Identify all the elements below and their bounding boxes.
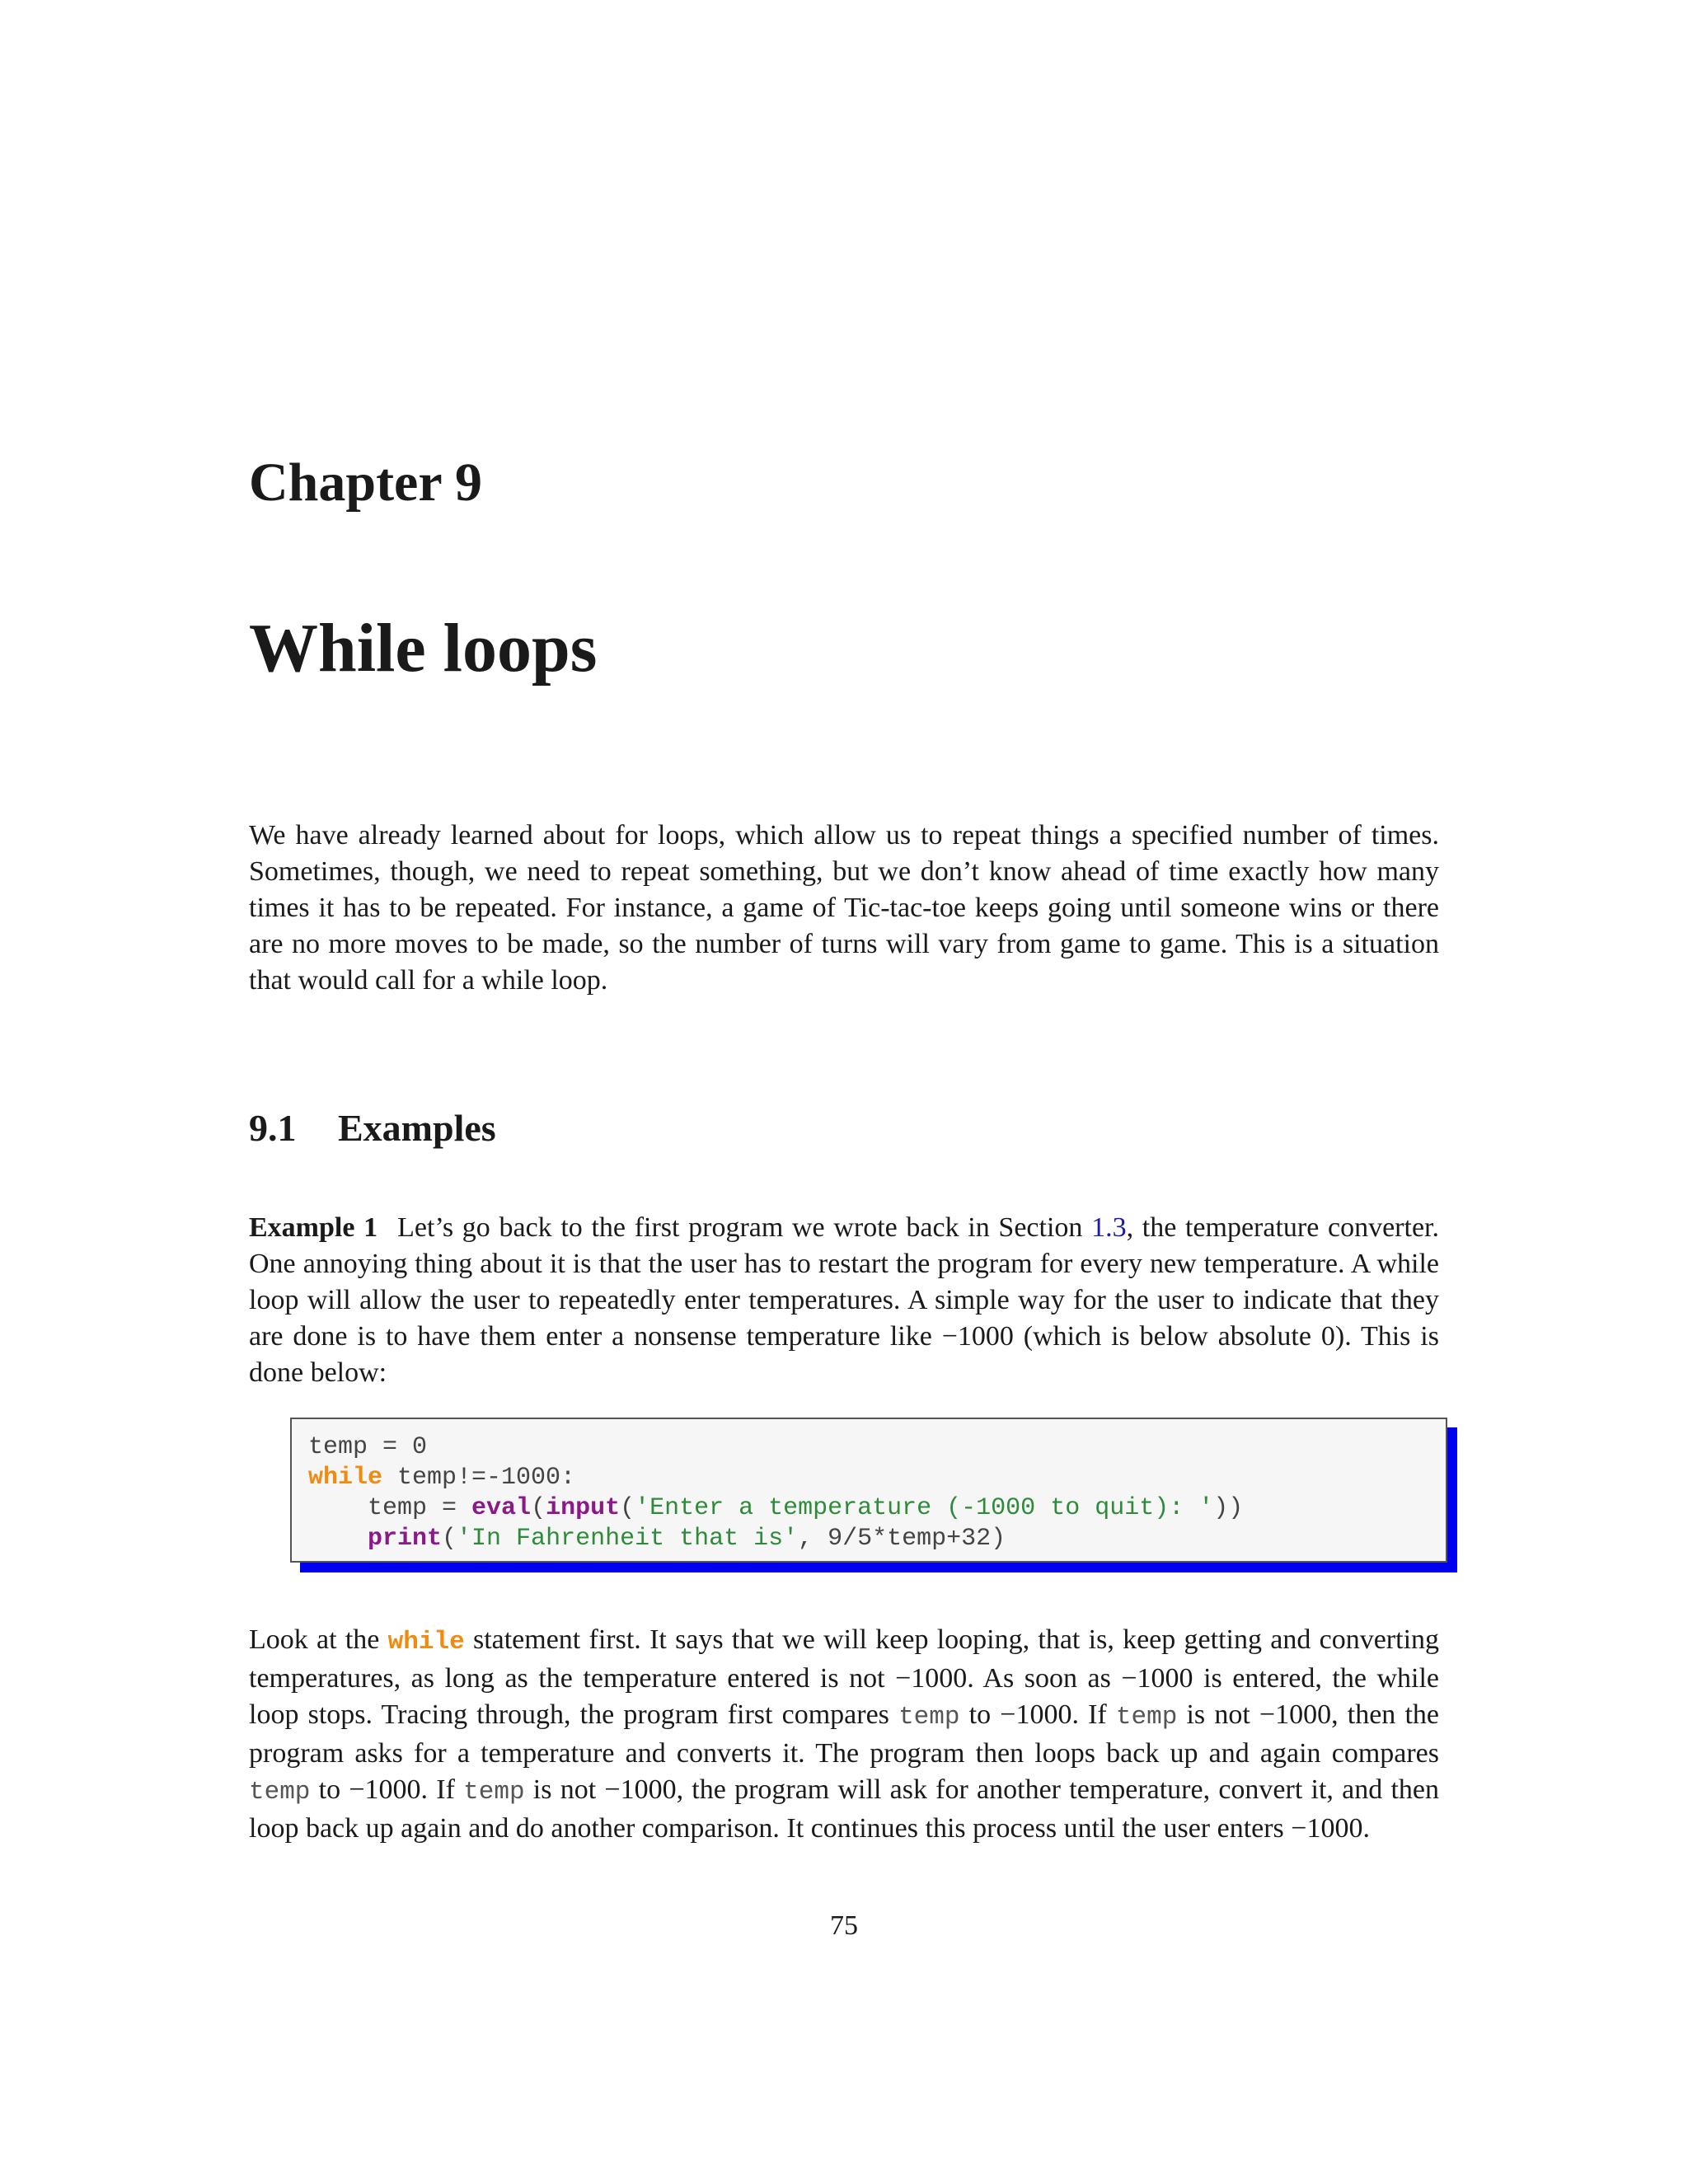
code-builtin-eval: eval xyxy=(471,1494,532,1522)
section-number: 9.1 xyxy=(249,1107,297,1149)
code-line-2 xyxy=(308,1463,1429,1493)
intro-paragraph: We have already learned about for loops, which allow us to repeat things a specified number of times. Sometimes, though, we need to repeat something, but we don’t know ahead of time exactly how many times it has to be repeated. For instance, a game of Tic-tac-toe keeps going until someone wins or there are no more moves to be made, so the number of turns will vary from game to game. This is a situation that would call for a while loop. xyxy=(249,820,1439,996)
code-line-3 xyxy=(308,1493,1429,1524)
inline-keyword-while: while xyxy=(387,1628,465,1657)
text-segment: is not −1000, then the program asks for a temperature and converts it. The program then loops back up and again compares xyxy=(249,1699,1440,1769)
example-label: Example 1 xyxy=(249,1212,378,1243)
code-text: )) xyxy=(1213,1494,1244,1522)
example-text-before: Let’s go back to the first program we wrote back in Section xyxy=(397,1212,1092,1243)
chapter-label: Chapter 9 xyxy=(249,452,482,513)
text-segment: Look at the xyxy=(249,1624,388,1655)
section-reference-link[interactable]: 1.3 xyxy=(1091,1212,1127,1243)
inline-code-temp: temp xyxy=(1115,1703,1178,1732)
code-text: temp = 0 xyxy=(308,1433,428,1461)
chapter-title: While loops xyxy=(249,610,598,687)
inline-code-temp: temp xyxy=(898,1703,960,1732)
example-paragraph xyxy=(249,1210,1439,1391)
code-line-1 xyxy=(308,1432,1429,1463)
inline-code-temp: temp xyxy=(249,1778,311,1807)
text-segment: statement first. It says that we will keep looping, that is, keep getting and converting temperatures, as long as the temperature entered is not −1000. As soon as −1000 is entered, the while loop stops. Tracing through, the program first compares xyxy=(249,1624,1440,1730)
code-keyword-while: while xyxy=(308,1464,383,1492)
code-text: temp!=-1000: xyxy=(382,1464,576,1492)
section-heading xyxy=(249,1106,496,1150)
code-text xyxy=(308,1525,368,1553)
code-text: ( xyxy=(442,1525,457,1553)
code-text: ( xyxy=(531,1494,546,1522)
text-segment: to −1000. If xyxy=(310,1774,464,1805)
text-segment: is not −1000, the program will ask for another temperature, convert it, and then loop back up again and do another comparison. It continues this process until the user enters −1000. xyxy=(249,1774,1440,1844)
text-segment: to −1000. If xyxy=(959,1699,1116,1730)
inline-code-temp: temp xyxy=(463,1778,525,1807)
example-text-after: , the temperature converter. One annoying thing about it is that the user has to restart the program for every new temperature. A while loop will allow the user to repeatedly enter temperatures. A simple way for the user to indicate that they are done is to have them enter a nonsense temperature like −1000 (which is below absolute 0). This is done below: xyxy=(249,1212,1439,1388)
section-title: Examples xyxy=(338,1107,496,1149)
page-number: 75 xyxy=(830,1910,858,1941)
code-builtin-input: input xyxy=(546,1494,621,1522)
code-string: 'In Fahrenheit that is' xyxy=(457,1525,799,1553)
code-string: 'Enter a temperature (-1000 to quit): ' xyxy=(635,1494,1214,1522)
code-text: temp = xyxy=(308,1494,472,1522)
code-builtin-print: print xyxy=(368,1525,443,1553)
explanation-paragraph xyxy=(249,1622,1439,1847)
code-listing xyxy=(290,1418,1447,1563)
code-text: ( xyxy=(620,1494,635,1522)
code-text: , 9/5*temp+32) xyxy=(798,1525,1006,1553)
code-line-4 xyxy=(308,1524,1429,1554)
